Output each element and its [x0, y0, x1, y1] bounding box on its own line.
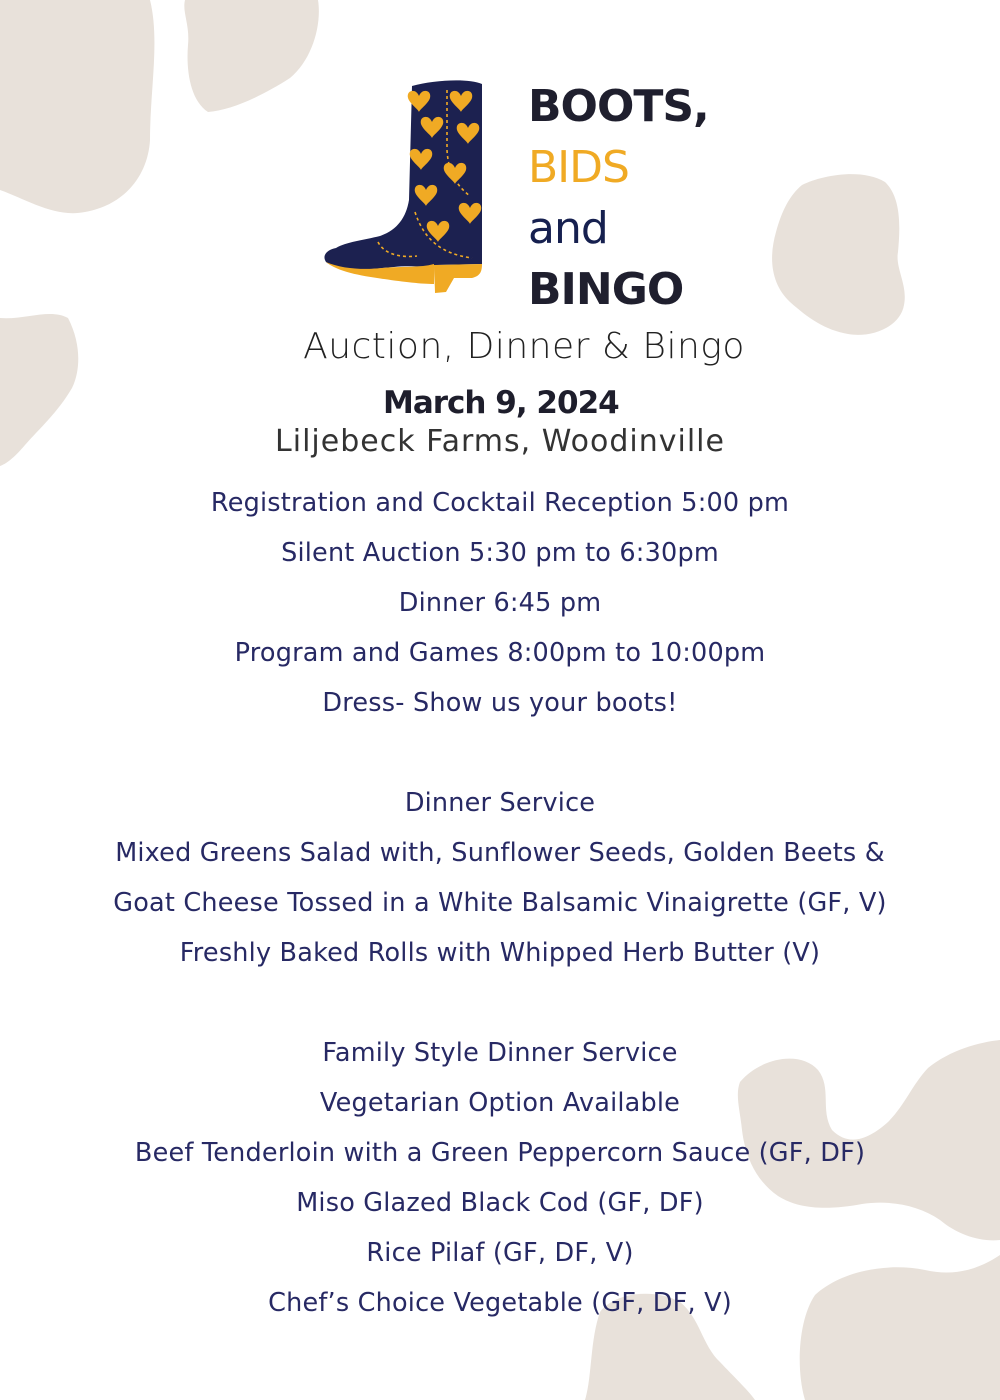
- menu-item: Chef’s Choice Vegetable (GF, DF, V): [268, 1288, 732, 1318]
- dress-code: Dress- Show us your boots!: [322, 688, 678, 718]
- menu-item: Freshly Baked Rolls with Whipped Herb Butter (V): [179, 938, 821, 968]
- event-brand-title: [528, 76, 709, 320]
- schedule-item: Dinner 6:45 pm: [398, 588, 602, 618]
- menu-item: Beef Tenderloin with a Green Peppercorn Sauce (GF, DF): [134, 1138, 866, 1168]
- menu-item: Miso Glazed Black Cod (GF, DF): [296, 1188, 704, 1218]
- brand-line-and: and: [528, 203, 608, 254]
- menu-item: Goat Cheese Tossed in a White Balsamic Vinaigrette (GF, V): [113, 888, 887, 918]
- schedule-item: Program and Games 8:00pm to 10:00pm: [234, 638, 766, 668]
- brand-line-bids: BIDS: [528, 142, 629, 193]
- brand-line-bingo: BINGO: [528, 264, 684, 315]
- vegetarian-note: Vegetarian Option Available: [319, 1088, 681, 1118]
- event-subtitle: Auction, Dinner & Bingo: [303, 326, 745, 367]
- cowboy-boot-with-hearts-icon: [322, 72, 492, 297]
- family-service-heading: Family Style Dinner Service: [322, 1038, 678, 1068]
- menu-item: Mixed Greens Salad with, Sunflower Seeds, Golden Beets &: [115, 838, 885, 868]
- schedule-item: Silent Auction 5:30 pm to 6:30pm: [281, 538, 719, 568]
- brand-line-boots: BOOTS,: [528, 81, 709, 132]
- dinner-service-heading: Dinner Service: [404, 788, 596, 818]
- event-date: March 9, 2024: [383, 385, 619, 421]
- menu-item: Rice Pilaf (GF, DF, V): [366, 1238, 634, 1268]
- schedule-item: Registration and Cocktail Reception 5:00 pm: [210, 488, 790, 518]
- event-venue: Liljebeck Farms, Woodinville: [275, 424, 725, 459]
